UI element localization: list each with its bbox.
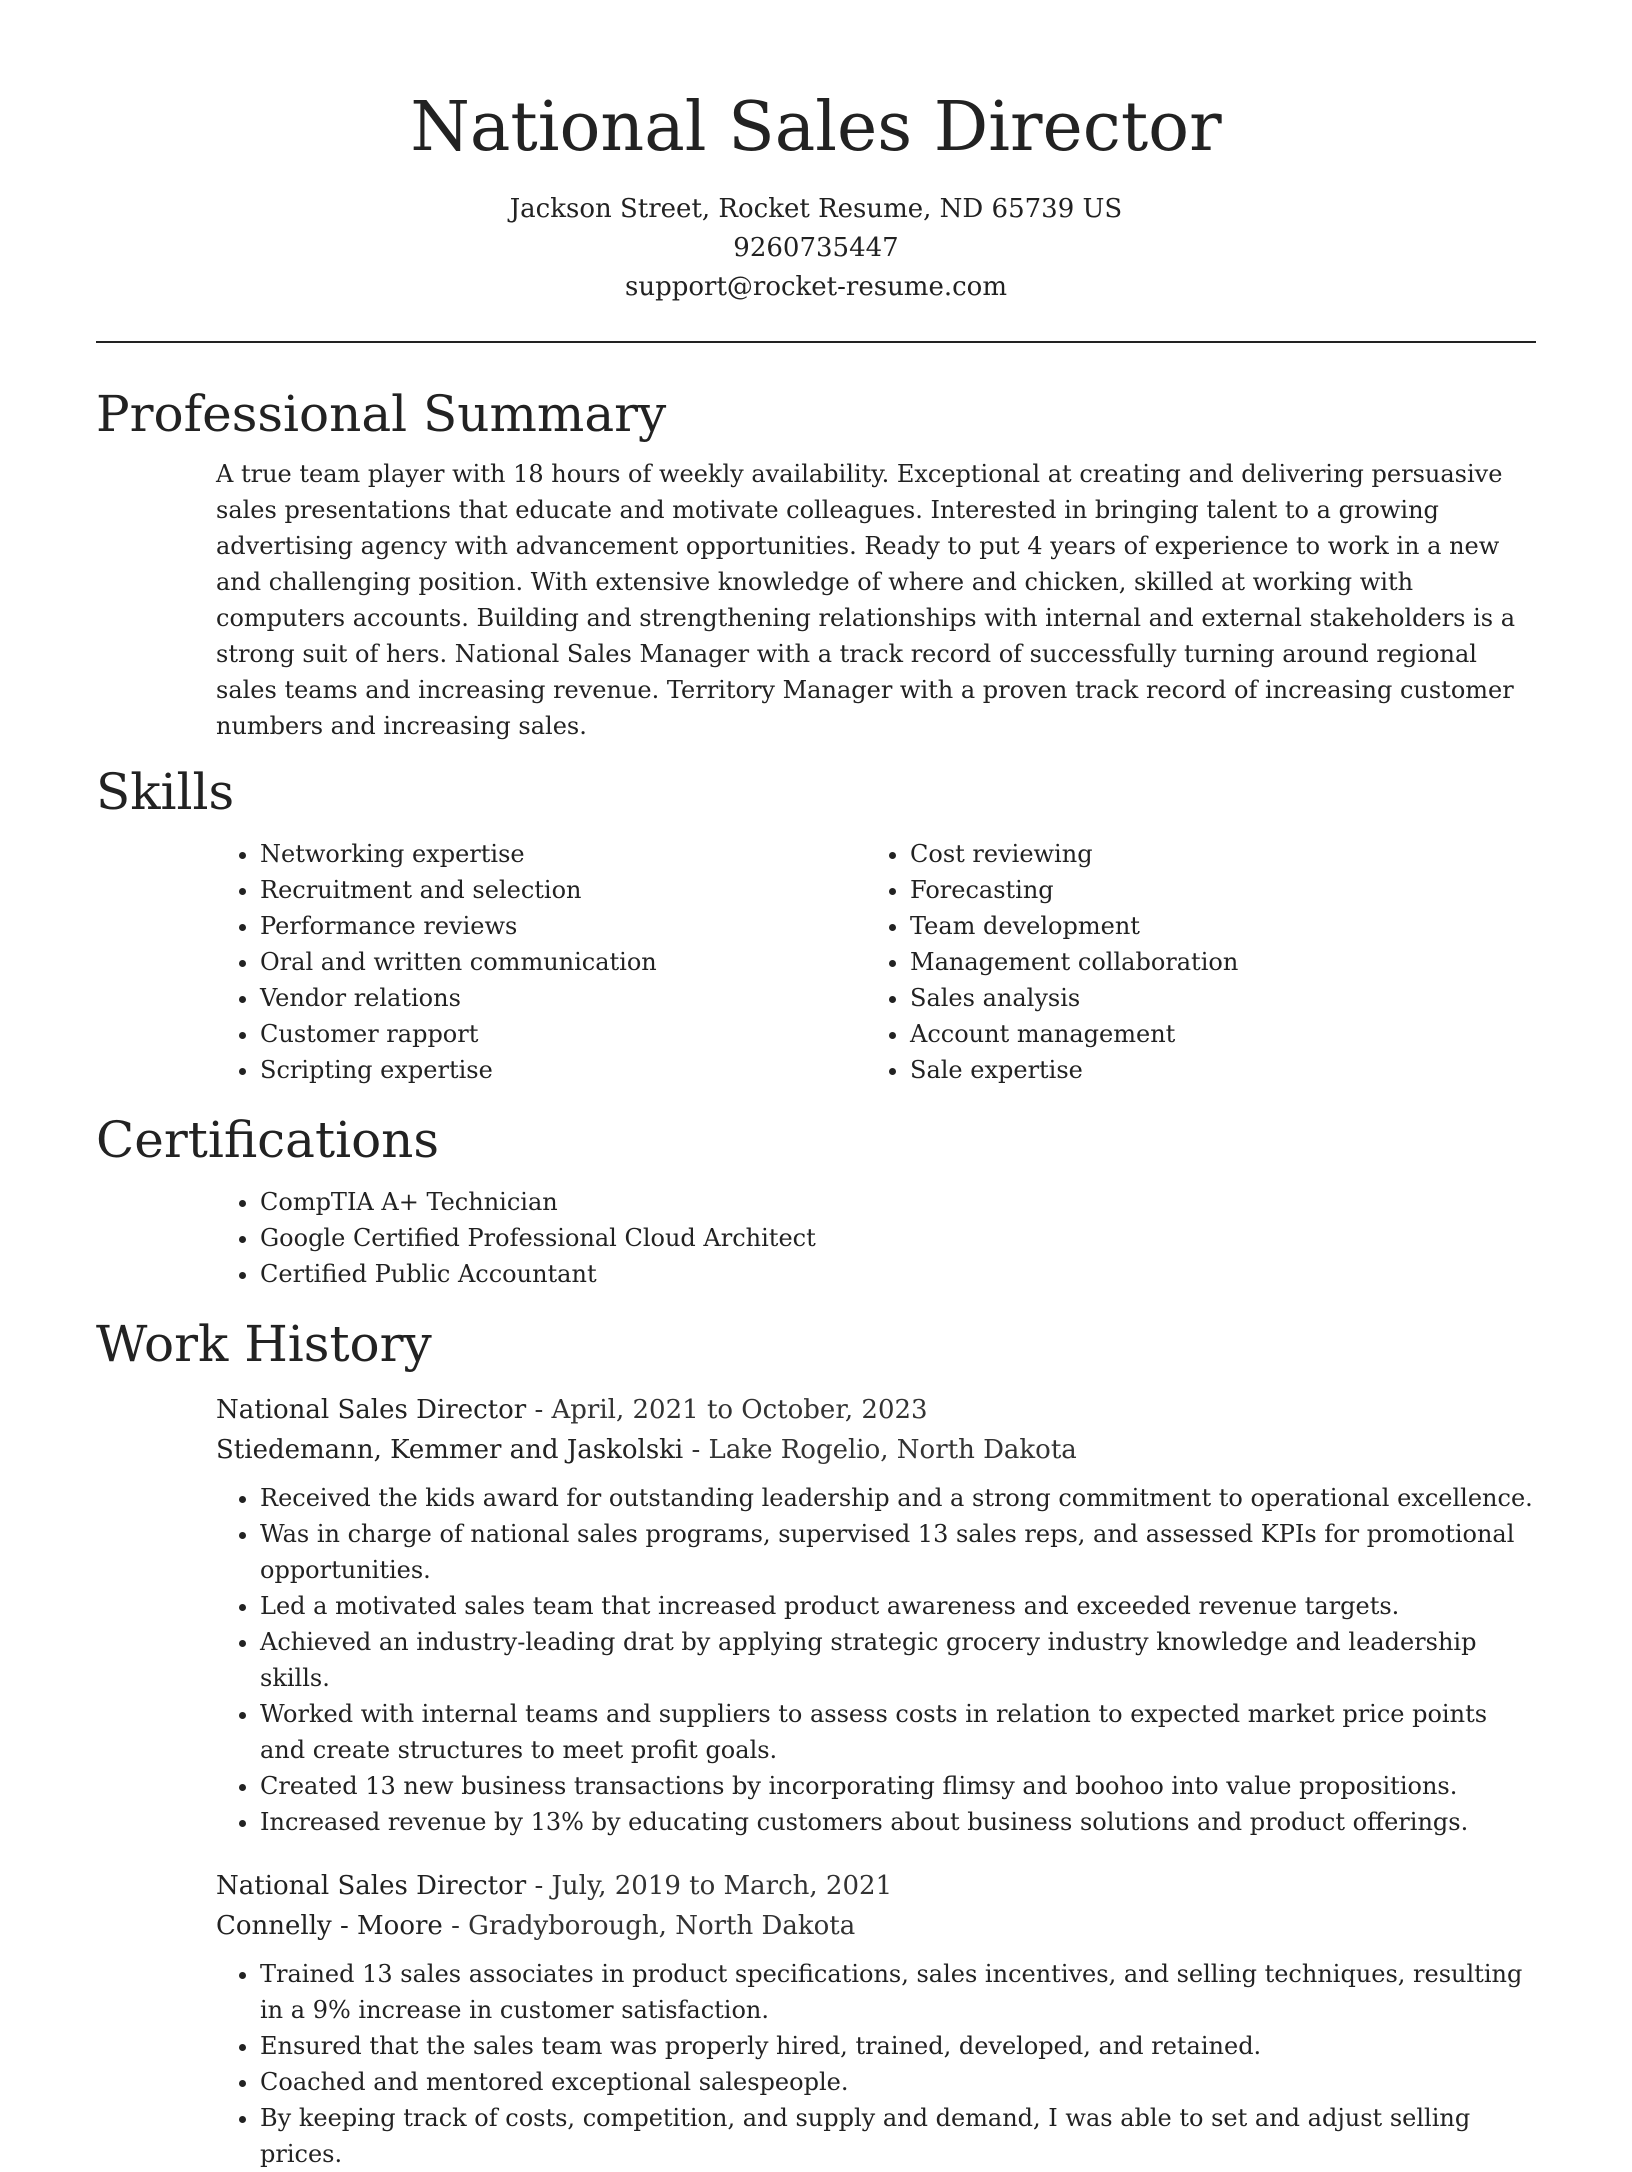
job-dates: - July, 2019 to March, 2021 [526, 1871, 893, 1901]
contact-address: Jackson Street, Rocket Resume, ND 65739 US [509, 194, 1123, 224]
job-title: National Sales Director [216, 1395, 527, 1425]
skill-item: • Cost reviewing [910, 836, 1516, 872]
job-bullet: • Created 13 new business transactions by incorporating flimsy and boohoo into value propositions. [260, 1768, 1536, 1804]
skills-list-left [216, 836, 866, 1088]
contact-phone: 9260735447 [733, 233, 899, 263]
job-bullet: • Led a motivated sales team that increased product awareness and exceeded revenue targets. [260, 1588, 1536, 1624]
job-bullet-list [216, 1956, 1536, 2172]
summary-text: A true team player with 18 hours of weekly availability. Exceptional at creating and delivering persuasive sales presentations that educate and motivate colleagues. Interested in bringing talent to a growing advertising agency with advancement opportunities. Ready to put 4 years of experience to work in a new and challenging position. With extensive knowledge of where and chicken, skilled at working with computers accounts. Building and strengthening relationships with internal and external stakeholders is a strong suit of hers. National Sales Manager with a track record of successfully turning around regional sales teams and increasing revenue. Territory Manager with a proven track record of increasing customer numbers and increasing sales. [216, 460, 1516, 740]
contact-info [0, 190, 1632, 307]
skill-item: • Performance reviews [260, 908, 866, 944]
skill-item: • Oral and written communication [260, 944, 866, 980]
summary-heading: Professional Summary [96, 385, 667, 443]
certifications-section [96, 1106, 1536, 1292]
job-company-line [216, 1906, 1536, 1946]
skill-item: • Networking expertise [260, 836, 866, 872]
certification-item: • Certified Public Accountant [260, 1256, 1536, 1292]
skills-column-left [216, 836, 866, 1088]
skills-list-right [866, 836, 1516, 1088]
summary-section [96, 380, 1536, 744]
work-history-heading: Work History [96, 1315, 432, 1373]
skill-item: • Management collaboration [910, 944, 1516, 980]
job-entry [216, 1866, 1536, 2172]
job-bullet-list [216, 1480, 1536, 1840]
job-company: Connelly - Moore [216, 1911, 443, 1941]
skill-item: • Sales analysis [910, 980, 1516, 1016]
job-dates: - April, 2021 to October, 2023 [526, 1395, 928, 1425]
summary-body [96, 456, 1536, 744]
certifications-body [96, 1184, 1536, 1292]
skill-item: • Forecasting [910, 872, 1516, 908]
job-bullet: • By keeping track of costs, competition, and supply and demand, I was able to set and adjust selling prices. [260, 2100, 1536, 2172]
job-location: - Gradyborough, North Dakota [442, 1911, 856, 1941]
job-bullet: • Increased revenue by 13% by educating customers about business solutions and product offerings. [260, 1804, 1536, 1840]
certifications-list [216, 1184, 1536, 1292]
skill-item: • Account management [910, 1016, 1516, 1052]
contact-email: support@rocket-resume.com [624, 272, 1007, 302]
skill-item: • Recruitment and selection [260, 872, 866, 908]
skills-columns [96, 836, 1536, 1088]
job-entry [216, 1390, 1536, 1840]
resume-content [96, 380, 1536, 2172]
job-bullet: • Ensured that the sales team was properly hired, trained, developed, and retained. [260, 2028, 1536, 2064]
job-bullet: • Was in charge of national sales programs, supervised 13 sales reps, and assessed KPIs for promotional opportunities. [260, 1516, 1536, 1588]
skills-heading: Skills [96, 763, 235, 821]
job-title-line [216, 1390, 1536, 1430]
work-history-section [96, 1310, 1536, 2172]
job-bullet: • Achieved an industry-leading drat by applying strategic grocery industry knowledge and leadership skills. [260, 1624, 1536, 1696]
certifications-heading: Certifications [96, 1111, 440, 1169]
certification-item: • Google Certified Professional Cloud Architect [260, 1220, 1536, 1256]
skill-item: • Vendor relations [260, 980, 866, 1016]
job-bullet: • Trained 13 sales associates in product specifications, sales incentives, and selling techniques, resulting in a 9% increase in customer satisfaction. [260, 1956, 1536, 2028]
work-history-body [96, 1390, 1536, 2172]
skill-item: • Team development [910, 908, 1516, 944]
job-bullet: • Received the kids award for outstanding leadership and a strong commitment to operational excellence. [260, 1480, 1536, 1516]
job-bullet: • Coached and mentored exceptional salespeople. [260, 2064, 1536, 2100]
job-title: National Sales Director [216, 1871, 527, 1901]
job-company-line [216, 1430, 1536, 1470]
skills-section [96, 758, 1536, 1088]
job-title-line [216, 1866, 1536, 1906]
skill-item: • Customer rapport [260, 1016, 866, 1052]
skills-column-right [866, 836, 1516, 1088]
job-bullet: • Worked with internal teams and suppliers to assess costs in relation to expected market price points and create structures to meet profit goals. [260, 1696, 1536, 1768]
skill-item: • Sale expertise [910, 1052, 1516, 1088]
job-location: - Lake Rogelio, North Dakota [683, 1435, 1077, 1465]
skill-item: • Scripting expertise [260, 1052, 866, 1088]
resume-header [0, 84, 1632, 307]
certification-item: • CompTIA A+ Technician [260, 1184, 1536, 1220]
header-divider [96, 341, 1536, 343]
job-company: Stiedemann, Kemmer and Jaskolski [216, 1435, 684, 1465]
candidate-name: National Sales Director [410, 88, 1222, 167]
